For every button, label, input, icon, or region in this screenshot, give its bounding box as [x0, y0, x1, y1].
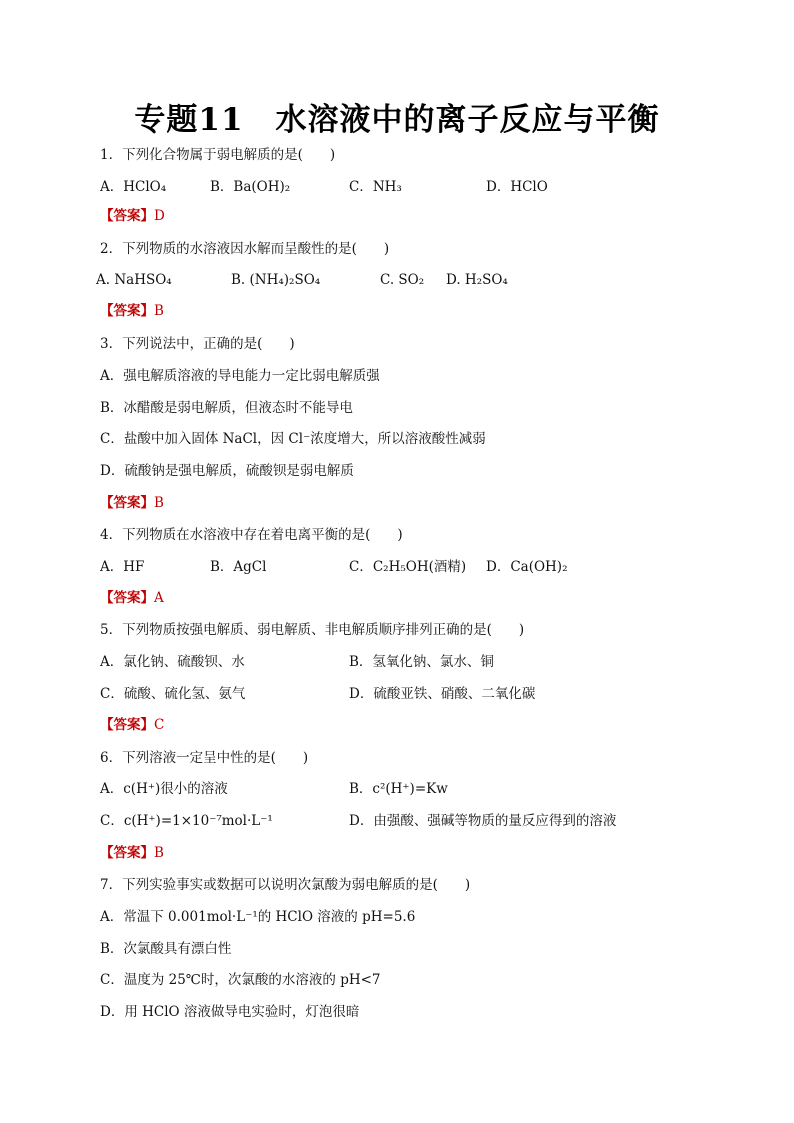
question-3-option-d: D．硫酸钠是强电解质，硫酸钡是弱电解质: [100, 463, 354, 479]
question-3-option-a: A．强电解质溶液的导电能力一定比弱电解质强: [100, 368, 380, 384]
question-6-option-a: A．c(H⁺)很小的溶液: [100, 781, 228, 797]
answer-label: 【答案】: [100, 717, 154, 733]
question-2-answer: [100, 302, 164, 320]
question-2-option-a: A. NaHSO₄: [96, 272, 172, 288]
page-title: 专题11 水溶液中的离子反应与平衡: [134, 102, 660, 138]
question-3-stem: 3．下列说法中，正确的是( ): [100, 336, 295, 352]
question-5-option-c: C．硫酸、硫化氢、氨气: [100, 686, 246, 702]
question-3-answer: [100, 494, 164, 512]
answer-value: B: [154, 845, 164, 861]
question-5-stem: 5．下列物质按强电解质、弱电解质、非电解质顺序排列正确的是( ): [100, 622, 525, 638]
answer-value: B: [154, 303, 164, 319]
answer-value: C: [154, 717, 165, 733]
question-1-option-c: C．NH₃: [349, 179, 402, 195]
question-7-option-c: C．温度为 25℃时，次氯酸的水溶液的 pH<7: [100, 972, 381, 988]
question-7-option-d: D．用 HClO 溶液做导电实验时，灯泡很暗: [100, 1004, 360, 1020]
question-7-option-a: A．常温下 0.001mol·L⁻¹的 HClO 溶液的 pH=5.6: [100, 909, 416, 925]
question-1-option-b: B．Ba(OH)₂: [210, 179, 291, 195]
question-7-option-b: B．次氯酸具有漂白性: [100, 941, 232, 957]
answer-label: 【答案】: [100, 590, 154, 606]
question-6-option-d: D．由强酸、强碱等物质的量反应得到的溶液: [349, 813, 617, 829]
question-6-stem: 6．下列溶液一定呈中性的是( ): [100, 750, 309, 766]
question-5-answer: [100, 716, 164, 734]
question-4-option-b: B．AgCl: [210, 559, 267, 575]
question-2-option-b: B. (NH₄)₂SO₄: [231, 272, 321, 288]
answer-label: 【答案】: [100, 495, 154, 511]
question-5-option-a: A．氯化钠、硫酸钡、水: [100, 654, 245, 670]
question-1-option-a: A．HClO₄: [100, 179, 167, 195]
answer-label: 【答案】: [100, 845, 154, 861]
question-5-option-d: D．硫酸亚铁、硝酸、二氧化碳: [349, 686, 536, 702]
question-2-stem: 2．下列物质的水溶液因水解而呈酸性的是( ): [100, 241, 390, 257]
question-2-option-d: D. H₂SO₄: [446, 272, 508, 288]
question-7-stem: 7．下列实验事实或数据可以说明次氯酸为弱电解质的是( ): [100, 877, 471, 893]
answer-label: 【答案】: [100, 208, 154, 224]
question-4-option-c: C．C₂H₅OH(酒精): [349, 559, 467, 575]
question-3-option-c: C．盐酸中加入固体 NaCl，因 Cl⁻浓度增大，所以溶液酸性减弱: [100, 431, 486, 447]
answer-value: B: [154, 495, 164, 511]
question-6-option-c: C．c(H⁺)=1×10⁻⁷mol·L⁻¹: [100, 813, 273, 829]
question-4-answer: [100, 589, 164, 607]
question-1-stem: 1．下列化合物属于弱电解质的是( ): [100, 147, 336, 163]
answer-value: D: [154, 208, 165, 224]
question-4-stem: 4．下列物质在水溶液中存在着电离平衡的是( ): [100, 527, 403, 543]
question-6-answer: [100, 844, 164, 862]
answer-value: A: [154, 590, 164, 606]
answer-label: 【答案】: [100, 303, 154, 319]
question-6-option-b: B．c²(H⁺)=Kw: [349, 781, 448, 797]
question-5-option-b: B．氢氧化钠、氯水、铜: [349, 654, 494, 670]
question-4-option-d: D．Ca(OH)₂: [486, 559, 568, 575]
question-1-option-d: D．HClO: [486, 179, 548, 195]
question-3-option-b: B．冰醋酸是弱电解质，但液态时不能导电: [100, 400, 353, 416]
question-2-option-c: C. SO₂: [380, 272, 425, 288]
question-4-option-a: A．HF: [100, 559, 145, 575]
question-1-answer: [100, 207, 165, 225]
